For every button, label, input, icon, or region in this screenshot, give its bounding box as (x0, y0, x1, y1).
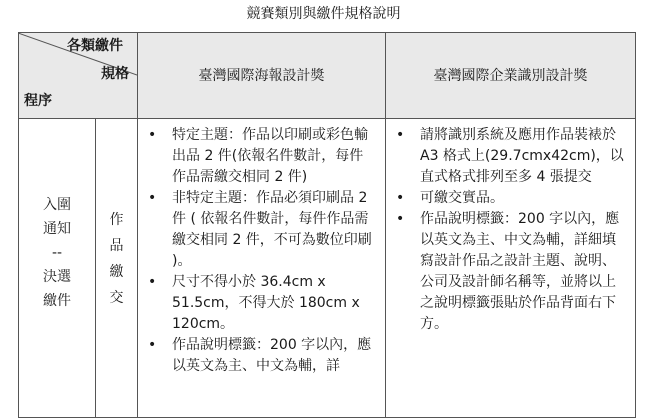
stage-line: 通知 (43, 221, 71, 237)
corner-label-procedure: 程序 (24, 93, 52, 109)
stage-cell (18, 118, 96, 418)
list-item-text: 可繳交實品。 (420, 190, 504, 206)
list-item (144, 335, 377, 377)
header-poster-award (137, 32, 386, 119)
list-item (144, 188, 377, 272)
list-item (144, 125, 377, 188)
stage-line: 繳件 (43, 293, 71, 309)
list-item (392, 125, 625, 188)
list-item (392, 188, 625, 209)
stage-text (19, 193, 95, 313)
stage-line: 入圍 (43, 197, 71, 213)
list-item-text: 尺寸不得小於 36.4cm x 51.5cm，不得大於 180cm x 120cm。 (172, 274, 360, 332)
list-item-text: 非特定主題：作品必須印刷品 2 件 ( 依報名件數計，每件作品需繳交相同 2 件，不可為數位印刷 )。 (172, 190, 372, 269)
submission-char: 作 (109, 212, 124, 228)
bullet-icon: • (148, 127, 157, 143)
submission-cell (95, 118, 138, 418)
list-item-text: 特定主題：作品以印刷或彩色輸出品 2 件(依報名件數計，每件作品需繳交相同 2 件) (172, 127, 368, 185)
submission-text (96, 207, 137, 311)
list-item (392, 209, 625, 335)
list-item-text: 請將識別系統及應用作品裝裱於 A3 格式上(29.7cmx42cm)，以直式格式排列至多 4 張提交 (420, 127, 624, 185)
table-caption: 競賽類別與繳件規格說明 (246, 6, 401, 22)
corner-label-spec: 規格 (101, 66, 129, 82)
header-poster-award-label: 臺灣國際海報設計獎 (198, 67, 325, 84)
stage-line: -- (51, 245, 63, 261)
submission-char: 交 (109, 290, 124, 306)
list-item-text: 作品說明標籤：200 字以內，應以英文為主、中文為輔，詳細填寫設計作品之設計主題、說明、公司及設計師名稱等，並將以上之說明標籤張貼於作品背面右下方。 (420, 211, 620, 332)
identity-spec-cell (385, 118, 636, 418)
bullet-icon: • (148, 337, 157, 353)
corner-label-category: 各類繳件 (67, 38, 123, 54)
bullet-icon: • (148, 274, 157, 290)
poster-spec-cell (137, 118, 386, 418)
bullet-icon: • (148, 190, 157, 206)
header-identity-award-label: 臺灣國際企業識別設計獎 (433, 67, 588, 84)
header-identity-award (385, 32, 636, 119)
identity-spec-list (392, 125, 625, 335)
stage-line: 決選 (43, 269, 71, 285)
submission-char: 繳 (109, 264, 124, 280)
list-item (144, 272, 377, 335)
bullet-icon: • (396, 127, 405, 143)
bullet-icon: • (396, 211, 405, 227)
submission-char: 品 (109, 238, 124, 254)
list-item-text: 作品說明標籤：200 字以內，應以英文為主、中文為輔，詳 (172, 337, 372, 374)
poster-spec-list (144, 125, 377, 377)
bullet-icon: • (396, 190, 405, 206)
